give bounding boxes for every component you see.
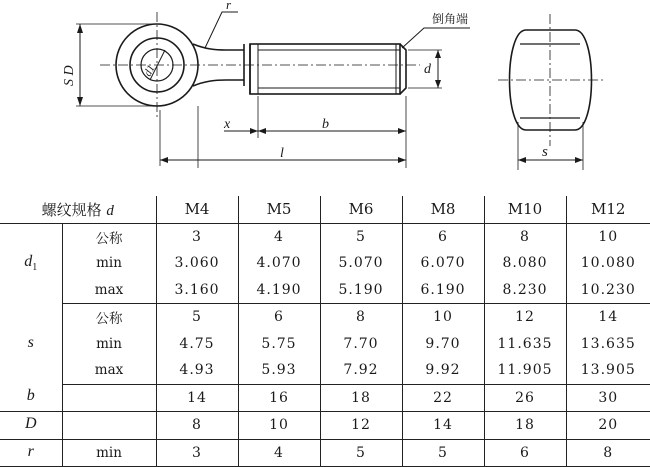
value-cell: 16 [238, 384, 320, 412]
value-cell: 13.635 [566, 331, 650, 358]
value-cell: 13.905 [566, 357, 650, 384]
value-cell: 11.635 [484, 331, 566, 358]
symbol-subscript: 1 [32, 262, 38, 274]
value-cell: 5 [156, 304, 238, 331]
value-cell: 7.92 [320, 357, 402, 384]
subheading-cell [62, 384, 156, 412]
size-header-0: M4 [156, 196, 238, 223]
symbol-cell [0, 412, 62, 440]
symbol-text: d [24, 253, 33, 271]
table-row [0, 277, 650, 304]
chamfer-leader [402, 28, 470, 48]
value-cell: 5 [320, 439, 402, 467]
value-cell: 3 [156, 439, 238, 467]
table-row [0, 250, 650, 277]
value-cell: 5.190 [320, 277, 402, 304]
label-s: s [542, 144, 548, 160]
subheading-cell [62, 412, 156, 440]
value-cell: 4 [238, 439, 320, 467]
value-cell: 10.230 [566, 277, 650, 304]
value-cell: 4.190 [238, 277, 320, 304]
table-row [0, 412, 650, 440]
table-row [0, 357, 650, 384]
table-header-row [0, 196, 650, 223]
subheading-cell: 公称 [62, 304, 156, 331]
label-l: l [280, 146, 284, 161]
arrow-b-left [258, 128, 266, 134]
size-header-4: M10 [484, 196, 566, 223]
value-cell: 10 [238, 412, 320, 440]
subheading-cell: min [62, 250, 156, 277]
label-x: x [224, 117, 231, 132]
value-cell: 14 [566, 304, 650, 331]
value-cell: 8 [566, 439, 650, 467]
value-cell: 4.93 [156, 357, 238, 384]
value-cell: 14 [402, 412, 484, 440]
arrow-l-left [160, 157, 168, 163]
label-b: b [322, 117, 329, 132]
value-cell: 3.060 [156, 250, 238, 277]
label-chamfer-end: 倒角端 [432, 12, 469, 26]
symbol-cell [0, 304, 62, 385]
value-cell: 6 [238, 304, 320, 331]
value-cell: 14 [156, 384, 238, 412]
table-row [0, 331, 650, 358]
symbol-cell [0, 439, 62, 467]
value-cell: 10 [402, 304, 484, 331]
value-cell: 10.080 [566, 250, 650, 277]
value-cell: 8.080 [484, 250, 566, 277]
size-header-1: M5 [238, 196, 320, 223]
arrow-l-right [398, 157, 406, 163]
subheading-cell: max [62, 277, 156, 304]
value-cell: 18 [320, 384, 402, 412]
label-sd: S D [62, 65, 77, 86]
value-cell: 4 [238, 223, 320, 250]
eye-neck [193, 44, 244, 86]
value-cell: 22 [402, 384, 484, 412]
symbol-text: D [24, 415, 37, 433]
radius-leader [205, 12, 238, 48]
value-cell: 30 [566, 384, 650, 412]
value-cell: 4.75 [156, 331, 238, 358]
symbol-cell [0, 223, 62, 304]
table-row [0, 304, 650, 331]
value-cell: 8 [320, 304, 402, 331]
subheading-cell: 公称 [62, 223, 156, 250]
label-d1: d1 [141, 63, 158, 79]
value-cell: 5.93 [238, 357, 320, 384]
label-d: d [424, 62, 431, 77]
shank-body [250, 44, 400, 94]
value-cell: 20 [566, 412, 650, 440]
value-cell: 3.160 [156, 277, 238, 304]
value-cell: 26 [484, 384, 566, 412]
table-row [0, 439, 650, 467]
size-header-2: M6 [320, 196, 402, 223]
symbol-text: r [27, 442, 34, 460]
arrow-d-bottom [435, 80, 441, 88]
thread-spec-label: 螺纹规格 [41, 200, 102, 219]
table-row [0, 384, 650, 412]
symbol-cell [0, 384, 62, 412]
symbol-text: s [27, 333, 34, 351]
arrow-sd-top [77, 24, 83, 33]
arrow-sd-bottom [77, 97, 83, 106]
thread-spec-var: d [106, 202, 114, 219]
value-cell: 5.070 [320, 250, 402, 277]
value-cell: 9.70 [402, 331, 484, 358]
technical-drawing [0, 0, 650, 196]
arrow-d-top [435, 50, 441, 58]
value-cell: 8 [484, 223, 566, 250]
value-cell: 5.75 [238, 331, 320, 358]
arrow-b-right [398, 128, 406, 134]
value-cell: 6.070 [402, 250, 484, 277]
value-cell: 8.230 [484, 277, 566, 304]
size-header-3: M8 [402, 196, 484, 223]
subheading-cell: min [62, 331, 156, 358]
chamfer-end [400, 44, 406, 94]
label-r: r [226, 0, 232, 12]
arrow-x-right [250, 128, 258, 134]
value-cell: 5 [320, 223, 402, 250]
value-cell: 12 [484, 304, 566, 331]
value-cell: 12 [320, 412, 402, 440]
value-cell: 10 [566, 223, 650, 250]
value-cell: 4.070 [238, 250, 320, 277]
value-cell: 5 [402, 439, 484, 467]
size-header-5: M12 [566, 196, 650, 223]
specification-table [0, 196, 650, 467]
subheading-cell: max [62, 357, 156, 384]
value-cell: 8 [156, 412, 238, 440]
value-cell: 18 [484, 412, 566, 440]
arrow-s-left [518, 157, 526, 163]
value-cell: 6 [402, 223, 484, 250]
value-cell: 9.92 [402, 357, 484, 384]
value-cell: 11.905 [484, 357, 566, 384]
value-cell: 3 [156, 223, 238, 250]
value-cell: 7.70 [320, 331, 402, 358]
value-cell: 6.190 [402, 277, 484, 304]
subheading-cell: min [62, 439, 156, 467]
value-cell: 6 [484, 439, 566, 467]
arrow-s-right [575, 157, 583, 163]
symbol-text: b [26, 387, 35, 405]
thread-spec-header [0, 196, 156, 223]
table-row [0, 223, 650, 250]
